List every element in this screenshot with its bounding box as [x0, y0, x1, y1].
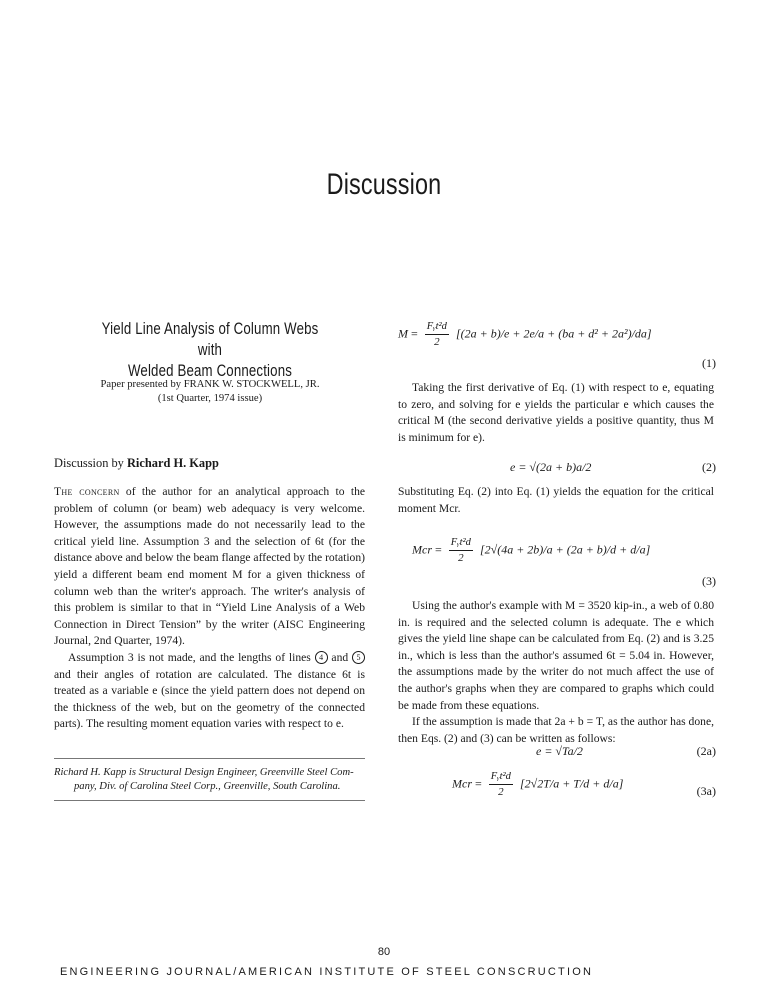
equation-3a: Mcr = $\frac{\text{Fᵧt²d}}{2}$ [2√2T/a + T/d + d/a]	[452, 771, 624, 798]
eq1-numerator: Fᵧt²d	[425, 320, 449, 335]
eq3a-rhs: [2√2T/a + T/d + d/a]	[519, 776, 624, 791]
equation-1: M = $\frac{\text{Fᵧt²d}}{2}$ [(2a + b)/e + 2e/a + (ba + d² + 2a²)/da]	[398, 321, 652, 348]
eq1-rhs: [(2a + b)/e + 2e/a + (ba + d² + 2a²)/da]	[455, 326, 652, 341]
assumption-text-a: Assumption 3 is not made, and the lengths of lines	[68, 650, 315, 664]
footnote	[54, 766, 365, 794]
eq3-fraction	[449, 536, 473, 565]
eq3a-label: (3a)	[696, 784, 716, 798]
eq3a-numerator: Fᵧt²d	[489, 770, 513, 785]
discussion-prefix: Discussion by	[54, 456, 127, 470]
equation-2: e = √(2a + b)a/2	[510, 460, 592, 474]
eq3a-fraction	[489, 770, 513, 799]
assumption-text-c: and their angles of rotation are calculated. The distance 6t is treated as a variable e (since the yield pattern does not depend on the thickness of the web, but on the geometry of the connected parts). The resulting moment equation varies with respect to e.	[54, 667, 365, 731]
equation-2a: e = √Ta/2	[536, 744, 583, 758]
eq1-lhs: M	[398, 326, 408, 341]
page-number: 80	[377, 946, 391, 958]
article-title-line-2: Welded Beam Connections	[127, 361, 293, 380]
presented-by-line: Paper presented by FRANK W. STOCKWELL, JR.	[100, 379, 320, 390]
assumption-paragraph: If the assumption is made that 2a + b = T, as the author has done, then Eqs. (2) and (3) can be written as follows:	[398, 715, 714, 745]
journal-footer: ENGINEERING JOURNAL/AMERICAN INSTITUTE OF STEEL CONSCRUCTION	[60, 966, 594, 978]
page-title: Discussion	[326, 168, 442, 201]
line-4-marker: 4	[315, 651, 328, 664]
eq3a-denominator: 2	[498, 786, 504, 798]
eq3-label: (3)	[702, 574, 716, 588]
paragraph-intro-text: of the author for an analytical approach to the problem of column (or beam) web adequacy is very welcome. However, the assumptions made do not necessarily lead to the critical yield line. Assumption 3 and the selection of 6t (for the distance above and below the beam flange affected by the rotation) yield a different beam end moment M for a given thickness of column web than the writer's approach. The writer's analysis of this problem is similar to that in “Yield Line Analysis of a Web Connection in Direct Tension” by the writer (AISC Engineering Journal, 2nd Quarter, 1974).	[54, 485, 366, 648]
right-paragraph-1	[398, 380, 714, 446]
article-title	[93, 318, 327, 381]
eq2a-label: (2a)	[696, 744, 716, 758]
presented-by	[60, 378, 360, 406]
eq3-lhs: Mcr	[412, 542, 432, 557]
eq1-denominator: 2	[434, 336, 440, 348]
discussion-byline	[54, 456, 219, 471]
line-5-marker: 5	[352, 651, 365, 664]
footnote-line-1: Richard H. Kapp is Structural Design Engineer, Greenville Steel Com-	[54, 767, 354, 778]
eq1-label: (1)	[702, 356, 716, 370]
right-paragraph-2	[398, 484, 714, 517]
footnote-rule-top	[54, 758, 365, 759]
issue-line: (1st Quarter, 1974 issue)	[157, 393, 263, 404]
eq3a-lhs: Mcr	[452, 776, 472, 791]
equation-3: Mcr = $\frac{\text{Fᵧt²d}}{2}$ [2√(4a + 2b)/a + (2a + b)/d + d/a]	[412, 537, 651, 564]
article-title-line-1: Yield Line Analysis of Column Webs with	[101, 319, 319, 359]
footnote-line-2: pany, Div. of Carolina Steel Corp., Greenville, South Carolina.	[74, 781, 341, 792]
substitution-paragraph: Substituting Eq. (2) into Eq. (1) yields the equation for the critical moment Mcr.	[398, 485, 714, 515]
eq3-numerator: Fᵧt²d	[449, 536, 473, 551]
footnote-rule-bottom	[54, 800, 365, 801]
eq2-label: (2)	[702, 460, 716, 474]
paragraph-intro	[54, 484, 365, 650]
eq3-rhs: [2√(4a + 2b)/a + (2a + b)/d + d/a]	[479, 542, 651, 557]
lead-in: The concern	[54, 485, 120, 498]
assumption-text-b: and	[327, 650, 353, 664]
paragraph-assumption	[54, 650, 365, 733]
derivative-paragraph: Taking the first derivative of Eq. (1) with respect to e, equating to zero, and solving for e yields the particular e which causes the critical M (the second derivative yields a positive quantity, thus M is minimum for e).	[398, 381, 714, 444]
example-paragraph: Using the author's example with M = 3520 kip-in., a web of 0.80 in. is required and the selected column is adequate. The e which gives the yield line shape can be calculated from Eq. (2) and is 3.25 in., which is less than the author's assumed 6t = 5.04 in. However, the assumptions made by the writer do not much affect the use of the author's graphs when they are compared to graphs which could be made from these equations.	[398, 599, 714, 712]
right-paragraph-3	[398, 598, 714, 747]
eq3-denominator: 2	[458, 552, 464, 564]
discussion-author: Richard H. Kapp	[126, 456, 219, 470]
left-column	[54, 484, 365, 733]
eq1-fraction	[425, 320, 449, 349]
